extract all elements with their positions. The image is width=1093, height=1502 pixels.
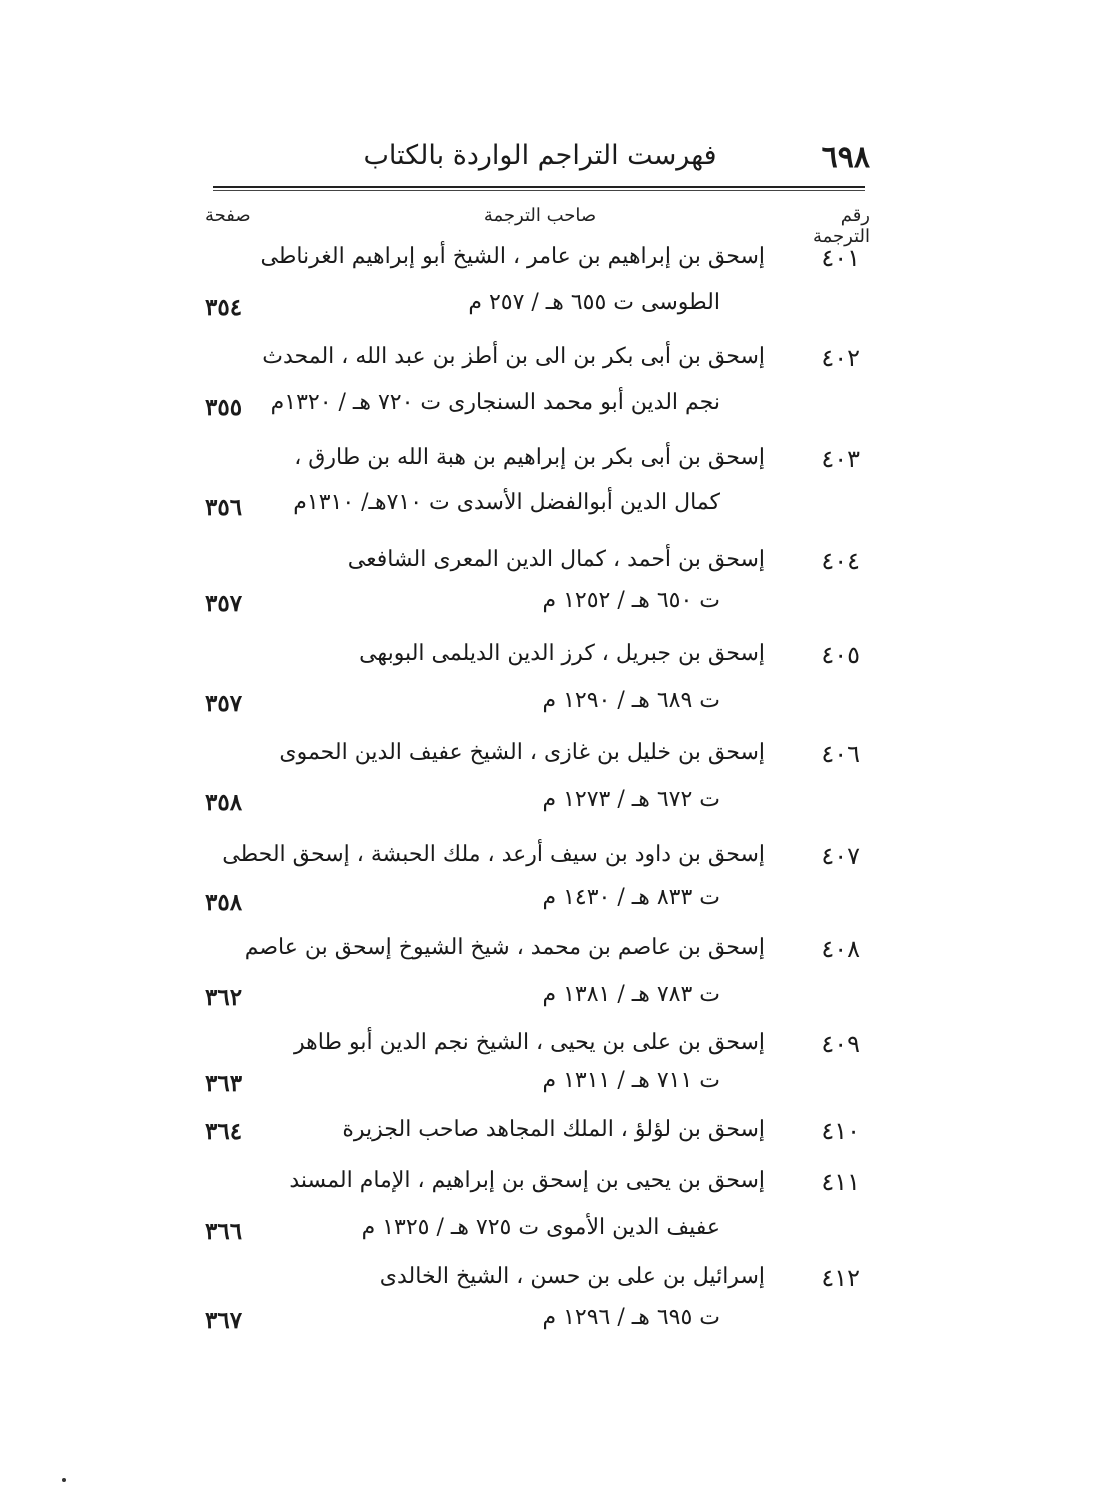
entry-date-line: ت ٦٧٢ هـ / ١٢٧٣ م: [542, 787, 720, 812]
entry-name-line: إسحق بن داود بن سيف أرعد ، ملك الحبشة ، إسحق الحطى: [222, 842, 765, 867]
entry-date-line: ت ٦٩٥ هـ / ١٢٩٦ م: [542, 1305, 720, 1330]
entry-name-line: إسحق بن عاصم بن محمد ، شيخ الشيوخ إسحق بن عاصم: [244, 935, 765, 960]
page-title: فهرست التراجم الواردة بالكتاب: [363, 140, 717, 171]
entry-number: ٤٠٣: [821, 445, 860, 473]
entry-page: ٣٦٣: [205, 1070, 243, 1097]
entry-name-line: إسحق بن أحمد ، كمال الدين المعرى الشافعى: [347, 547, 765, 572]
entry-name-line: إسحق بن خليل بن غازى ، الشيخ عفيف الدين الحموى: [279, 740, 765, 765]
entry-number: ٤١١: [821, 1168, 860, 1196]
entry-date-line: كمال الدين أبوالفضل الأسدى ت ٧١٠هـ/ ١٣١٠م: [293, 490, 720, 515]
entry-page: ٣٥٥: [205, 394, 243, 421]
entry-name-line: إسحق بن على بن يحيى ، الشيخ نجم الدين أبو طاهر: [294, 1030, 765, 1055]
entry-page: ٣٦٧: [205, 1307, 243, 1334]
column-header-name: صاحب الترجمة: [483, 205, 597, 226]
entry-name-line: إسرائيل بن على بن حسن ، الشيخ الخالدى: [379, 1264, 765, 1289]
entry-page: ٣٥٧: [205, 690, 243, 717]
ink-speck: [62, 1478, 66, 1482]
entry-name-line: إسحق بن لؤلؤ ، الملك المجاهد صاحب الجزيرة: [342, 1117, 765, 1142]
entry-number: ٤٠٧: [821, 842, 860, 870]
entry-name-line: إسحق بن أبى بكر بن إبراهيم بن هبة الله بن طارق ،: [294, 445, 765, 470]
entry-date-line: عفيف الدين الأموى ت ٧٢٥ هـ / ١٣٢٥ م: [361, 1215, 720, 1240]
entry-date-line: ت ٨٣٣ هـ / ١٤٣٠ م: [542, 885, 720, 910]
entry-number: ٤٠٢: [821, 344, 860, 372]
entry-page: ٣٦٤: [205, 1118, 243, 1145]
entry-date-line: ت ٦٥٠ هـ / ١٢٥٢ م: [542, 588, 720, 613]
entry-date-line: ت ٧١١ هـ / ١٣١١ م: [542, 1068, 720, 1093]
entry-number: ٤٠١: [821, 244, 860, 272]
entry-number: ٤٠٤: [821, 547, 860, 575]
entry-number: ٤٠٥: [821, 641, 860, 669]
entry-name-line: إسحق بن أبى بكر بن الى بن أطز بن عبد الله ، المحدث: [262, 344, 765, 369]
column-header-page: صفحة: [205, 205, 251, 226]
entry-date-line: الطوسى ت ٦٥٥ هـ / ٢٥٧ م: [468, 290, 720, 315]
entry-page: ٣٥٤: [205, 294, 243, 321]
entry-name-line: إسحق بن جبريل ، كرز الدين الديلمى البوبهى: [359, 641, 765, 666]
entry-number: ٤١٢: [821, 1264, 860, 1292]
column-header-entry-number: رقم الترجمة: [812, 205, 870, 247]
entry-date-line: ت ٦٨٩ هـ / ١٢٩٠ م: [542, 688, 720, 713]
entry-page: ٣٦٢: [205, 984, 243, 1011]
entry-name-line: إسحق بن يحيى بن إسحق بن إبراهيم ، الإمام المسند: [289, 1168, 765, 1193]
entry-page: ٣٥٧: [205, 590, 243, 617]
entry-page: ٣٦٦: [205, 1218, 243, 1245]
page-number: ٦٩٨: [821, 140, 870, 175]
entry-number: ٤٠٩: [821, 1030, 860, 1058]
entry-date-line: ت ٧٨٣ هـ / ١٣٨١ م: [542, 982, 720, 1007]
entry-number: ٤١٠: [821, 1117, 860, 1145]
entry-date-line: نجم الدين أبو محمد السنجارى ت ٧٢٠ هـ / ١٣٢٠م: [270, 390, 720, 415]
header-rule: [213, 186, 865, 191]
entry-page: ٣٥٦: [205, 494, 243, 521]
entry-page: ٣٥٨: [205, 889, 243, 916]
entry-name-line: إسحق بن إبراهيم بن عامر ، الشيخ أبو إبراهيم الغرناطى: [260, 244, 765, 269]
entry-number: ٤٠٨: [821, 935, 860, 963]
entry-page: ٣٥٨: [205, 789, 243, 816]
entry-number: ٤٠٦: [821, 740, 860, 768]
